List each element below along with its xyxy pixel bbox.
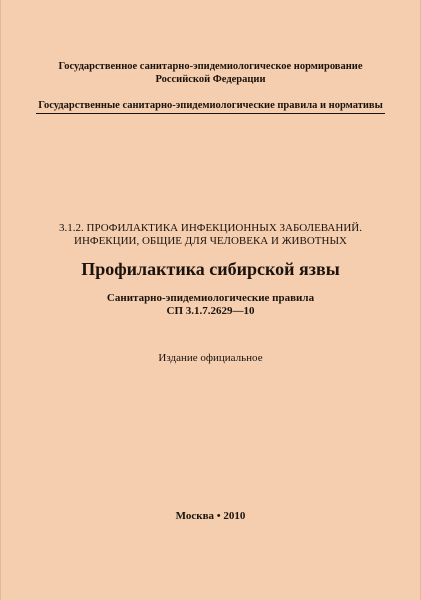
- issuing-authority: [1, 60, 420, 86]
- document-kind: Санитарно-эпидемиологические правила: [106, 292, 315, 304]
- section-heading-line-1: 3.1.2. ПРОФИЛАКТИКА ИНФЕКЦИОННЫХ ЗАБОЛЕВАНИЙ.: [59, 222, 362, 234]
- authority-line-2: Российской Федерации: [155, 74, 266, 85]
- publication-place-year: Москва • 2010: [175, 510, 246, 522]
- authority-line-1: Государственное санитарно-эпидемиологическое нормирование: [58, 61, 363, 72]
- section-heading: [1, 222, 420, 248]
- edition-label: Издание официальное: [158, 352, 263, 364]
- document-title: Профилактика сибирской язвы: [81, 259, 340, 279]
- document-code: СП 3.1.7.2629—10: [166, 305, 255, 317]
- series-title: [1, 95, 420, 114]
- series-title-text: Государственные санитарно-эпидемиологические правила и нормативы: [36, 100, 385, 114]
- section-heading-line-2: ИНФЕКЦИИ, ОБЩИЕ ДЛЯ ЧЕЛОВЕКА И ЖИВОТНЫХ: [74, 235, 347, 247]
- document-designation: [1, 292, 420, 318]
